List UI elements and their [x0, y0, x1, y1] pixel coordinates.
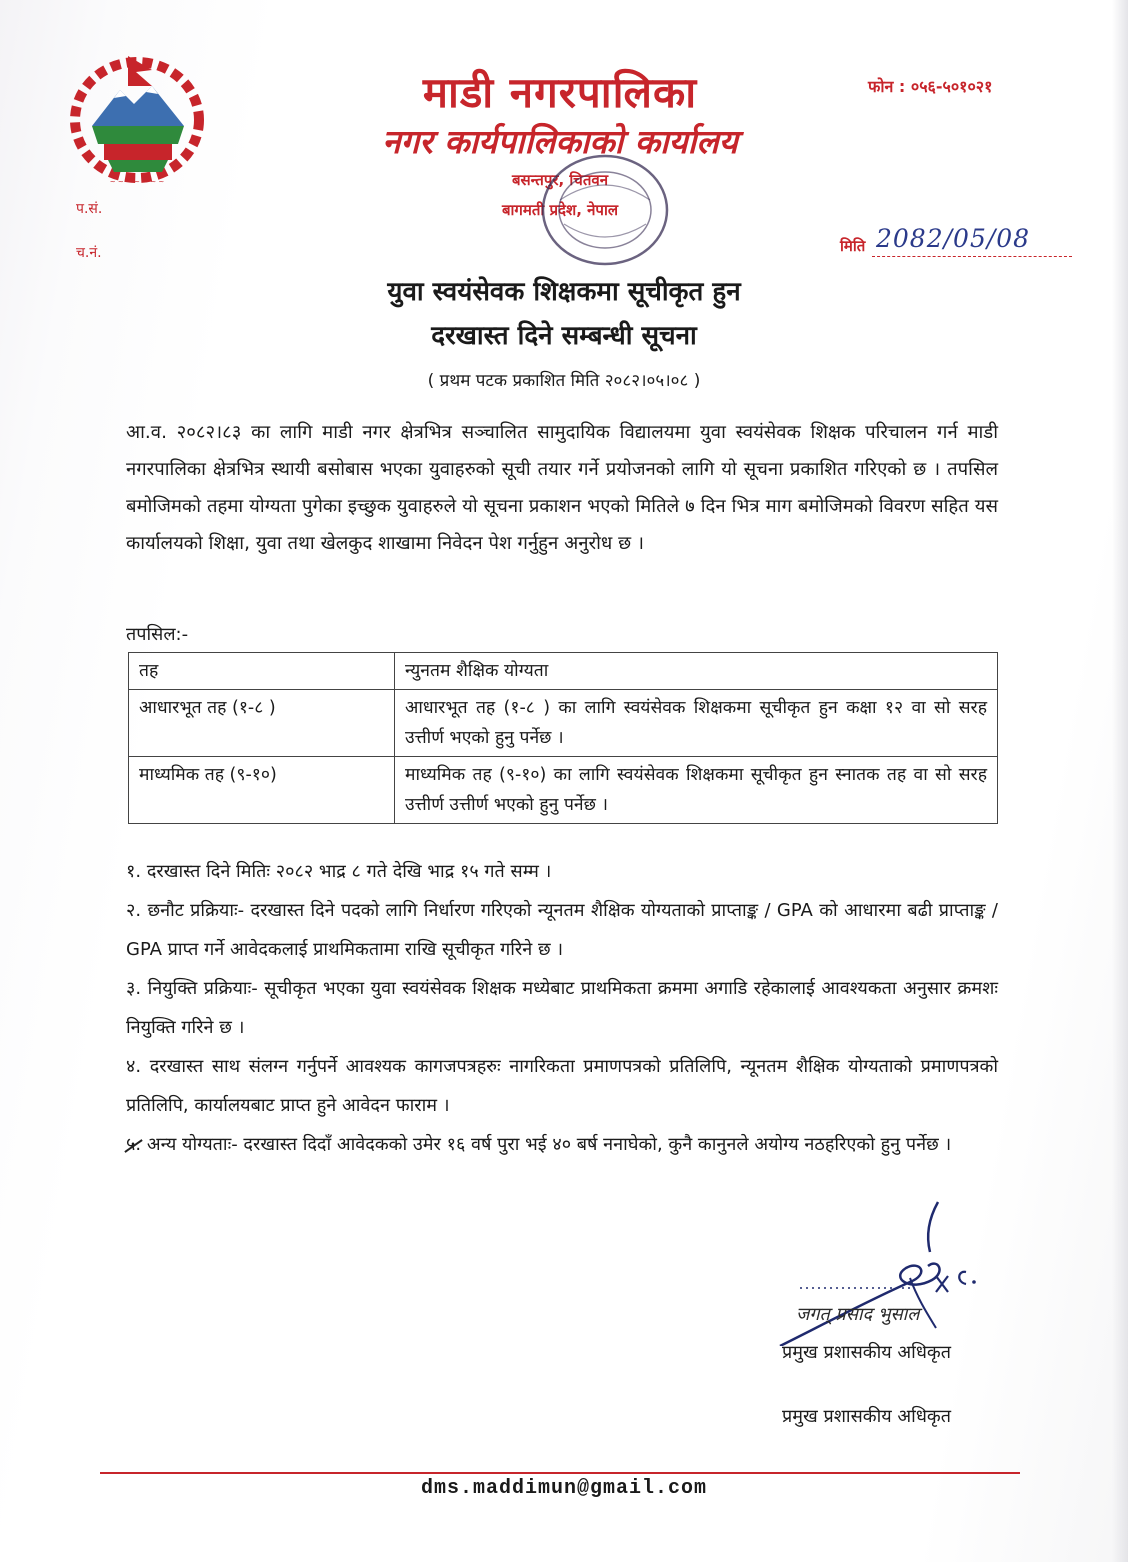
list-item — [126, 891, 998, 969]
point-text: छनौट प्रक्रियाः- दरखास्त दिने पदको लागि निर्धारण गरिएको न्यूनतम शैक्षिक योग्यताको प्राप्ताङ्क / GPA को आधारमा बढी प्राप्ताङ्क / GPA प्राप्त गर्ने आवेदकलाई प्राथमिकतामा राखि सूचीकृत गरिने छ । — [126, 900, 998, 960]
table-row — [129, 757, 998, 824]
address-line1: बसन्तपुर, चितवन — [511, 171, 609, 189]
intro-paragraph: आ.व. २०८२।८३ का लागि माडी नगर क्षेत्रभित्र सञ्चालित सामुदायिक विद्यालयमा युवा स्वयंसेवक शिक्षक परिचालन गर्न माडी नगरपालिका क्षेत्रभित्र स्थायी बसोबास भएका युवाहरुको सूची तयार गर्ने प्रयोजनको लागि यो सूचना प्रकाशित गरिएको छ । तपसिल बमोजिमको तहमा योग्यता पुगेका इच्छुक युवाहरुले यो सूचना प्रकाशन भएको मितिले ७ दिन भित्र माग बमोजिमको विवरण सहित यस कार्यालयको शिक्षा, युवा तथा खेलकुद शाखामा निवेदन पेश गर्नुहुन अनुरोध छ । — [126, 422, 998, 554]
svg-text:~ ~ ~ ~ ~ ~ ~: ~ ~ ~ ~ ~ ~ ~ — [109, 178, 165, 186]
point-number: २. — [126, 900, 142, 921]
table-header-row — [129, 653, 998, 690]
signer-title: प्रमुख प्रशासकीय अधिकृत — [782, 1342, 951, 1363]
table-cell-level: माध्यमिक तह (९-१०) — [129, 757, 395, 824]
municipality-name: माडी नगरपालिका — [422, 68, 698, 117]
column-header-qualification: न्युनतम शैक्षिक योग्यता — [395, 653, 998, 690]
notice-points — [126, 852, 998, 1164]
date-underline — [872, 256, 1072, 257]
table-row — [129, 690, 998, 757]
phone-number: फोन : ०५६-५०१०२१ — [868, 77, 993, 96]
date-label: मिति — [840, 237, 866, 255]
signer-name: जगत् प्रसाद भुसाल — [796, 1304, 920, 1325]
point-number: ३. — [126, 978, 142, 999]
page-edge-shadow — [1112, 0, 1128, 1562]
reference-number-label: प.सं. — [76, 201, 103, 217]
list-item — [126, 852, 998, 891]
signer-title-repeat: प्रमुख प्रशासकीय अधिकृत — [782, 1406, 951, 1427]
details-label: तपसिल:- — [126, 624, 189, 645]
notice-title: युवा स्वयंसेवक शिक्षकमा सूचीकृत हुन — [387, 277, 741, 307]
point-text: दरखास्त साथ संलग्न गर्नुपर्ने आवश्यक कागजपत्रहरुः नागरिकता प्रमाणपत्रको प्रतिलिपि, न्यूनतम शैक्षिक योग्यताको प्रमाणपत्रको प्रतिलिपि, कार्यालयबाट प्राप्त हुने आवेदन फाराम । — [126, 1056, 998, 1116]
list-item — [126, 1047, 998, 1125]
list-item — [126, 1125, 998, 1164]
table-cell-requirement: माध्यमिक तह (९-१०) का लागि स्वयंसेवक शिक्षकमा सूचीकृत हुन स्नातक तह वा सो सरह उत्तीर्ण उत्तीर्ण भएको हुनु पर्नेछ । — [395, 757, 998, 824]
point-number: १. — [126, 861, 142, 882]
office-name: नगर कार्यपालिकाको कार्यालय — [382, 122, 738, 161]
list-item — [126, 969, 998, 1047]
point-text: अन्य योग्यताः- दरखास्त दिदाँ आवेदकको उमेर १६ वर्ष पुरा भई ४० बर्ष ननाघेको, कुनै कानुनले अयोग्य नठहरिएको हुनु पर्नेछ । — [146, 1134, 952, 1155]
published-date: ( प्रथम पटक प्रकाशित मिति २०८२।०५।०८ ) — [427, 371, 701, 391]
column-header-level: तह — [129, 653, 395, 690]
date-value: 2082/05/08 — [876, 224, 1031, 253]
footer-email: dms.maddimun@gmail.com — [420, 1477, 708, 1500]
table-cell-level: आधारभूत तह (१-८ ) — [129, 690, 395, 757]
qualification-table — [128, 652, 998, 824]
nepal-emblem-icon — [62, 48, 212, 188]
office-stamp-icon — [520, 140, 690, 280]
point-number: ४. — [126, 1056, 142, 1077]
notice-subtitle: दरखास्त दिने सम्बन्धी सूचना — [431, 321, 697, 351]
point-text: नियुक्ति प्रक्रियाः- सूचीकृत भएका युवा स्वयंसेवक शिक्षक मध्येबाट प्राथमिकता क्रममा अगाडि रहेकालाई आवश्यकता अनुसार क्रमशः नियुक्ति गरिने छ । — [126, 978, 998, 1038]
table-cell-requirement: आधारभूत तह (१-८ ) का लागि स्वयंसेवक शिक्षकमा सूचीकृत हुन कक्षा १२ वा सो सरह उत्तीर्ण भएको हुनु पर्नेछ । — [395, 690, 998, 757]
point-number: ५. — [126, 1134, 142, 1155]
dispatch-number-label: च.नं. — [76, 245, 102, 261]
address-line2: बागमती प्रदेश, नेपाल — [501, 201, 619, 219]
point-text: दरखास्त दिने मितिः २०८२ भाद्र ८ गते देखि भाद्र १५ गते सम्म । — [146, 861, 552, 882]
